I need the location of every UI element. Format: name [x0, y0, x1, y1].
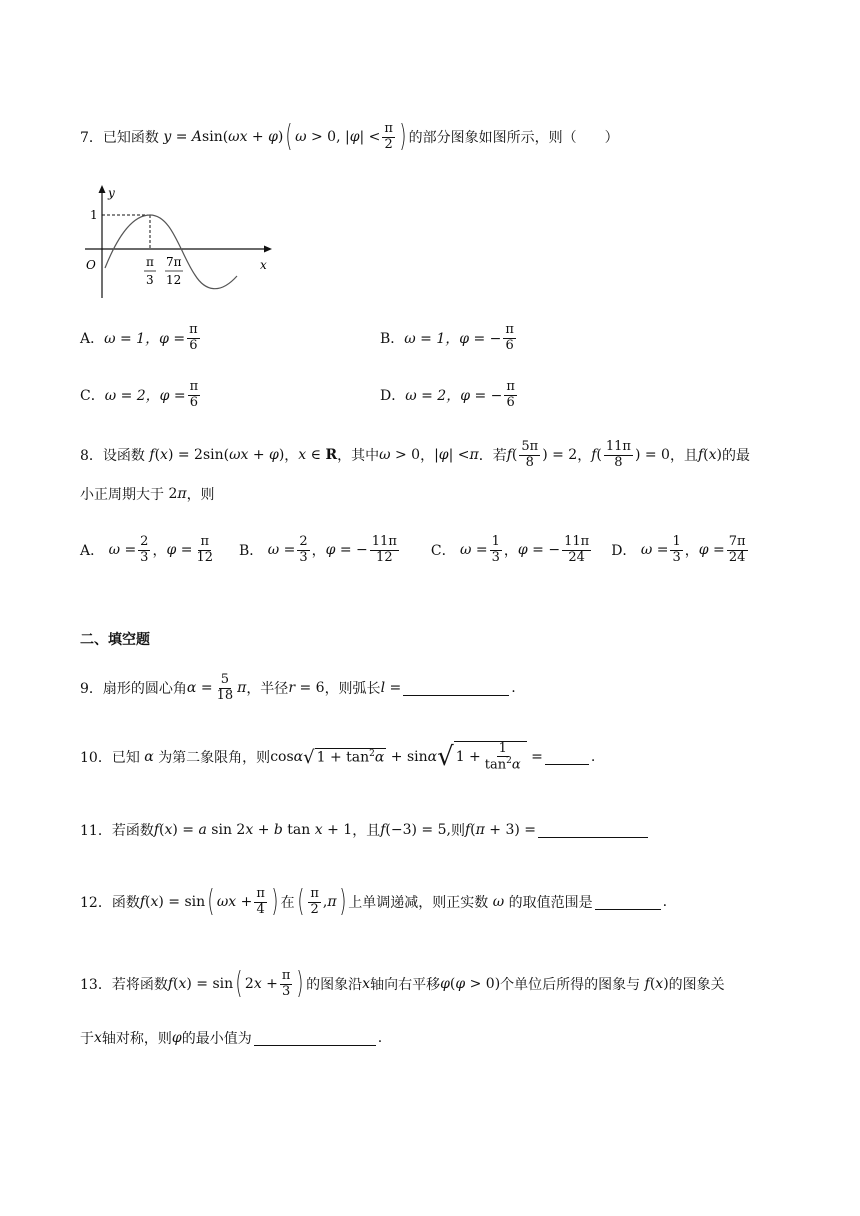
q13-line2: 于 x 轴对称，则 φ 的最小值为 .: [80, 1030, 383, 1047]
q12: 12．函数 f ( x ) = sin ( ωx + $\frac{\pi}{4}$ ) 在 ( $\frac{\pi}{2}$ , π ) 上单调递减，则正实数 ω 的取值范围是 .: [80, 884, 668, 919]
q9-answer-blank[interactable]: [403, 681, 509, 696]
q7-stem: 7． 已知函数 y = A sin( ωx + φ ) ( ω > 0, | φ | < $\frac{\pi}{2}$ ) 的部分图象如图所示，则（ ）: [80, 119, 619, 154]
q7-option-d[interactable]: D． ω = 2，φ = − $\frac{\pi}{6}$: [380, 379, 515, 410]
q12-answer-blank[interactable]: [595, 895, 661, 910]
svg-text:12: 12: [166, 273, 182, 287]
q13-answer-blank[interactable]: [254, 1031, 376, 1046]
q7-graph: [80, 183, 280, 303]
svg-text:y: y: [108, 186, 115, 200]
q8-option-c[interactable]: C．: [430, 543, 456, 559]
q8-option-b[interactable]: B．: [238, 543, 264, 559]
q8-stem-line2: 小正周期大于 2 π ，则: [80, 486, 215, 503]
q7-func: y = A: [158, 129, 203, 145]
q8-option-d[interactable]: D．: [611, 543, 637, 559]
q8-options: A． ω = $\frac{2}{3}$ ， φ = $\frac{\pi}{12}$ B． ω = $\frac{2}{3}$ ， φ = − $\frac{11\pi}{12}$ C． ω = $\frac{1}{3}$ ， φ = − $\frac{11\pi}{24}$ D． ω = $\frac{1}{3}$ ， φ = $\frac{7\pi}{24}$: [80, 534, 746, 565]
q11-answer-blank[interactable]: [538, 823, 648, 838]
svg-text:O: O: [86, 258, 96, 272]
q11: 11．若函数 f ( x ) = a sin 2 x + b tan x + 1 ，且 f (−3) = 5, 则 f ( π + 3) =: [80, 818, 650, 842]
svg-text:x: x: [260, 258, 267, 272]
svg-text:7π: 7π: [166, 255, 182, 269]
q9: 9．扇形的圆心角 α = $\frac{5}{18}$ π ，半径 r = 6 ，则弧长 l = .: [80, 672, 516, 703]
q7-option-c[interactable]: C． ω = 2，φ = $\frac{\pi}{6}$: [80, 379, 199, 410]
q8-option-a[interactable]: A．: [80, 543, 105, 559]
q8-stem: 8．设函数 f ( x ) = 2sin( ωx + φ ) ， x ∈ R ，其中 ω > 0 ， | φ | < π ．若 f ( $\frac{5\pi}{8}$ ) = 2 ， f ( $\frac{11\pi}{8}$ ) = 0 ，且 f ( x ) 的最: [80, 439, 750, 470]
q7-option-b[interactable]: B． ω = 1，φ = − $\frac{\pi}{6}$: [380, 322, 514, 353]
q10: 10．已知 α 为第二象限角，则 cos α √ $1 + \tan^2\alpha$ + sin α √ 1 + $\frac{1}{\tan^2\alpha}$ = .: [80, 741, 596, 773]
q10-answer-blank[interactable]: [545, 750, 589, 765]
svg-text:3: 3: [146, 273, 154, 287]
q13: 13．若将函数 f ( x ) = sin ( 2 x + $\frac{\pi}{3}$ ) 的图象沿 x 轴向右平移 φ ( φ > 0) 个单位后所得的图象与 f ( x ) 的图象关: [80, 966, 725, 1001]
q7-option-a[interactable]: A． ω = 1，φ = $\frac{\pi}{6}$: [80, 322, 198, 353]
svg-text:1: 1: [90, 208, 98, 222]
svg-text:π: π: [146, 255, 154, 269]
section-heading: 二、填空题: [80, 632, 150, 648]
